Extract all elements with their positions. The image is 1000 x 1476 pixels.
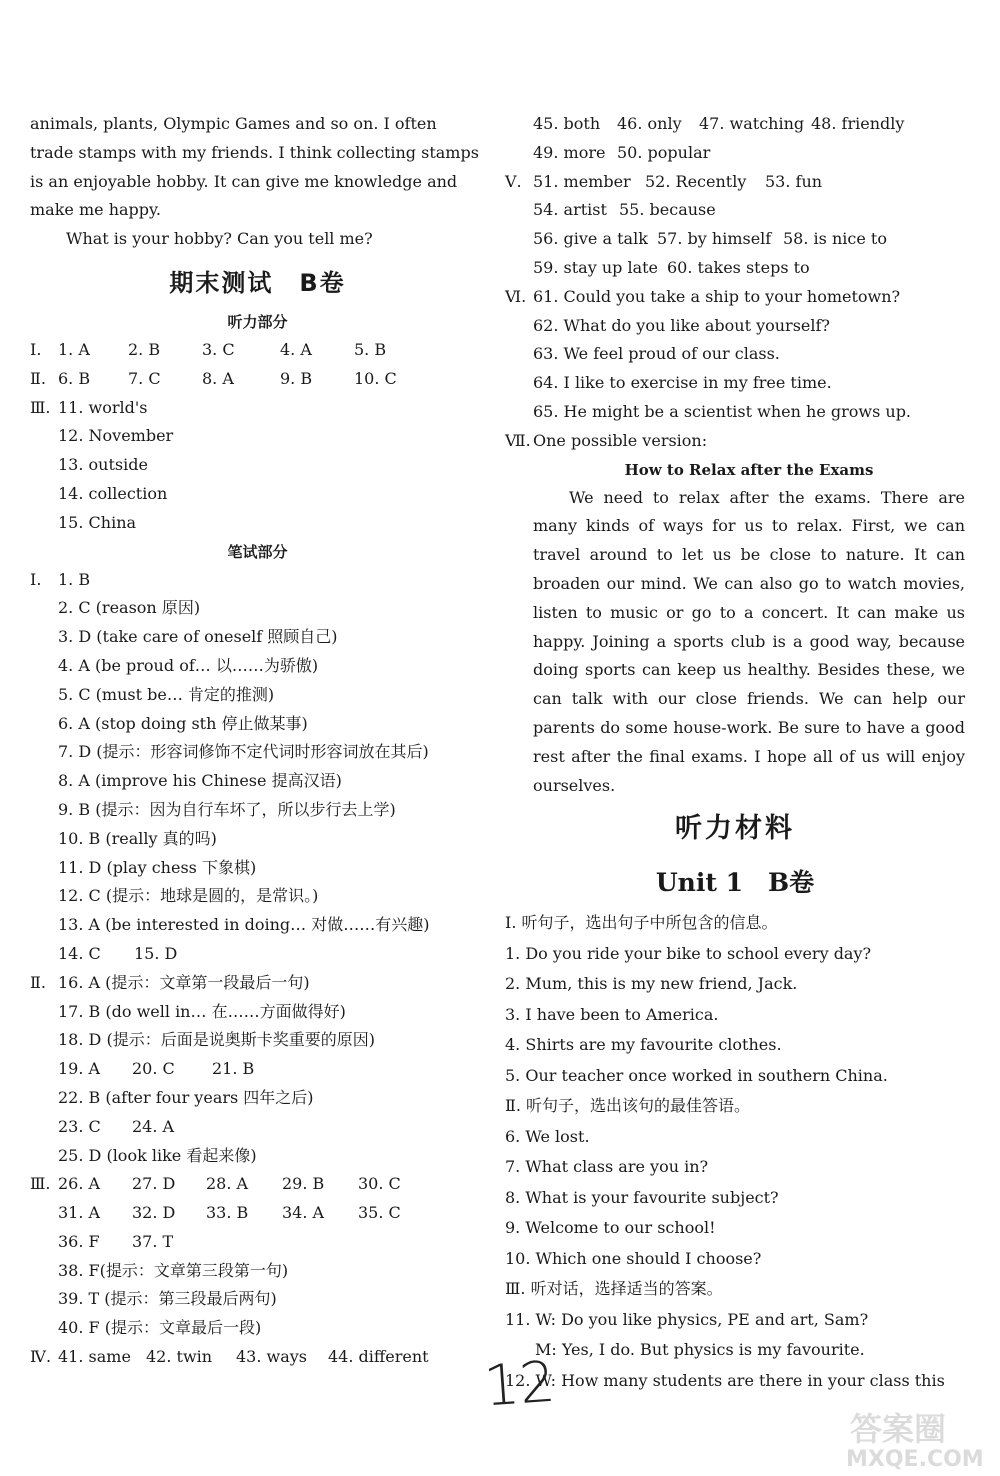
essay-body: We need to relax after the exams. There are many kinds of ways for us to relax. First, we can travel around to let us be close to nature. It can broaden our mind. We can also go to watch movies, listen to music or go to a concert. It can make us happy. Joining a sports club is a good way, because doing sports can keep us healthy. Besides these, we can talk with our close friends. We can help our parents do some house-work. Be sure to have a good rest after the final exams. I hope all of us will enjoy ourselves. xyxy=(533,487,965,795)
right-column xyxy=(505,110,965,1396)
answer-item: 2. B xyxy=(128,339,161,359)
answer-item: 35. C xyxy=(358,1203,401,1223)
answer-item: 58. is nice to xyxy=(783,229,887,249)
answer-item: 37. T xyxy=(132,1231,174,1251)
written-II-row xyxy=(30,969,485,998)
answer-item: 53. fun xyxy=(765,171,823,191)
watermark-logo xyxy=(836,1400,994,1472)
answer-item: 28. A xyxy=(206,1174,249,1194)
script-line: 5. Our teacher once worked in southern China. xyxy=(505,1065,888,1085)
answer-line: 13. outside xyxy=(58,455,148,475)
written-III-row-2 xyxy=(30,1199,485,1228)
answer-row xyxy=(30,1055,485,1084)
script-line: 1. Do you ride your bike to school every day? xyxy=(505,943,872,963)
answer-line: 6. A (stop doing sth 停止做某事) xyxy=(58,713,308,733)
answer-item: 61. Could you take a ship to your hometown? xyxy=(533,286,901,306)
answer-item: 11. world's xyxy=(58,397,148,417)
script-line: 11. W: Do you like physics, PE and art, Sam? xyxy=(505,1309,869,1329)
unit-title: Unit 1 B卷 xyxy=(655,868,815,898)
answer-item: 26. A xyxy=(58,1174,101,1194)
roman-numeral: Ⅱ. xyxy=(30,368,46,388)
answer-item: 10. C xyxy=(354,368,397,388)
answer-item: 45. both xyxy=(533,114,601,133)
answer-line: 64. I like to exercise in my free time. xyxy=(533,373,832,393)
script-line: 6. We lost. xyxy=(505,1126,590,1146)
answer-line: 12. November xyxy=(58,426,174,446)
roman-numeral: Ⅶ. xyxy=(505,430,531,450)
answer-line: 2. C (reason 原因) xyxy=(58,598,201,618)
answer-item: 4. A xyxy=(280,339,312,359)
answer-item: 7. C xyxy=(128,368,161,388)
v-row-4 xyxy=(505,254,965,283)
vii-label: One possible version: xyxy=(533,430,708,450)
answer-line: 63. We feel proud of our class. xyxy=(533,344,780,364)
answer-line: 17. B (do well in… 在……方面做得好) xyxy=(58,1001,346,1021)
answer-item: 9. B xyxy=(280,368,313,388)
answer-line: 65. He might be a scientist when he grows up. xyxy=(533,401,912,421)
intro-line-1: animals, plants, Olympic Games and so on. I often xyxy=(30,114,437,133)
answer-line: 22. B (after four years 四年之后) xyxy=(58,1087,314,1107)
intro-last-line: What is your hobby? Can you tell me? xyxy=(66,229,373,249)
roman-numeral: Ⅲ. xyxy=(30,1174,51,1194)
vii-row xyxy=(505,427,965,456)
answer-row xyxy=(30,1113,485,1142)
roman-numeral: Ⅴ. xyxy=(505,171,522,191)
listening-row-1 xyxy=(30,336,485,365)
answer-item: 34. A xyxy=(282,1203,325,1223)
answer-item: 42. twin xyxy=(146,1347,213,1367)
answer-line: 14. collection xyxy=(58,483,168,503)
answer-item: 36. F xyxy=(58,1231,100,1251)
exam-title: 期末测试 B卷 xyxy=(169,268,346,297)
answer-line: 8. A (improve his Chinese 提高汉语) xyxy=(58,771,342,791)
answer-item: 49. more xyxy=(533,142,606,162)
answer-line: 9. B (提示：因为自行车坏了，所以步行去上学) xyxy=(58,799,396,819)
answer-item: 15. D xyxy=(134,943,178,963)
answer-line: 40. F (提示：文章最后一段) xyxy=(58,1318,262,1338)
answer-item: 55. because xyxy=(619,200,716,220)
answer-line: 13. A (be interested in doing… 对做……有兴趣) xyxy=(58,915,430,935)
script-line: 8. What is your favourite subject? xyxy=(505,1187,779,1207)
intro-line-3: is an enjoyable hobby. It can give me knowledge and xyxy=(30,171,458,191)
answer-item: 54. artist xyxy=(533,200,607,220)
answer-line: 38. F(提示：文章第三段第一句) xyxy=(58,1260,289,1280)
roman-numeral: Ⅱ. xyxy=(30,972,46,992)
answer-item: 46. only xyxy=(617,114,682,133)
answer-item: 20. C xyxy=(132,1059,175,1079)
answer-item: 44. different xyxy=(328,1347,429,1367)
listening-materials-title: 听力材料 xyxy=(675,813,795,845)
script-line: 4. Shirts are my favourite clothes. xyxy=(505,1035,782,1055)
vi-row xyxy=(505,283,965,312)
iv-row-2 xyxy=(505,139,965,168)
script-line: M: Yes, I do. But physics is my favourite. xyxy=(535,1340,865,1360)
answer-line: 3. D (take care of oneself 照顾自己) xyxy=(58,627,338,647)
answer-item: 1. A xyxy=(58,339,90,359)
script-line: 9. Welcome to our school! xyxy=(505,1218,716,1238)
script-line: 10. Which one should I choose? xyxy=(505,1248,762,1268)
answer-item: 23. C xyxy=(58,1116,101,1136)
answer-line: 12. C (提示：地球是圆的，是常识。) xyxy=(58,886,319,906)
answer-line: 7. D (提示：形容词修饰不定代词时形容词放在其后) xyxy=(58,742,429,762)
answer-item: 31. A xyxy=(58,1203,101,1223)
answer-item: 41. same xyxy=(58,1347,131,1367)
answer-item: 21. B xyxy=(212,1059,255,1079)
answer-item: 8. A xyxy=(202,368,234,388)
answer-item: 59. stay up late xyxy=(533,257,659,277)
left-column xyxy=(30,110,485,1372)
roman-numeral: Ⅳ. xyxy=(30,1347,52,1367)
answer-item: 33. B xyxy=(206,1203,249,1223)
answer-row xyxy=(30,940,485,969)
listening-row-3 xyxy=(30,394,485,423)
answer-item: 32. D xyxy=(132,1203,176,1223)
written-I-row xyxy=(30,566,485,595)
answer-line: 10. B (really 真的吗) xyxy=(58,828,217,848)
v-row-1 xyxy=(505,168,965,197)
intro-line-4: make me happy. xyxy=(30,200,162,220)
listening-title: 听力部分 xyxy=(227,312,288,331)
answer-item: 6. B xyxy=(58,368,91,388)
handwritten-page-number: 12 xyxy=(481,1349,558,1420)
script-line: 2. Mum, this is my new friend, Jack. xyxy=(505,974,798,994)
answer-line: 15. China xyxy=(58,512,137,532)
written-III-row-3 xyxy=(30,1228,485,1257)
answer-item: 47. watching xyxy=(699,114,805,133)
answer-item: 50. popular xyxy=(617,142,711,162)
answer-line: 25. D (look like 看起来像) xyxy=(58,1145,257,1165)
intro-line-2: trade stamps with my friends. I think collecting stamps xyxy=(30,142,479,162)
section-heading: Ⅱ. 听句子，选出该句的最佳答语。 xyxy=(505,1096,751,1116)
answer-item: 14. C xyxy=(58,943,101,963)
answer-item: 24. A xyxy=(132,1116,175,1136)
iv-row-1 xyxy=(505,110,965,139)
answer-line: 39. T (提示：第三段最后两句) xyxy=(58,1289,277,1309)
roman-numeral: Ⅲ. xyxy=(30,397,51,417)
answer-item: 60. takes steps to xyxy=(667,257,810,277)
section-heading: Ⅰ. 听句子，选出句子中所包含的信息。 xyxy=(505,913,778,933)
roman-numeral: Ⅵ. xyxy=(505,286,527,306)
answer-line: 5. C (must be… 肯定的推测) xyxy=(58,684,275,704)
answer-item: 43. ways xyxy=(236,1347,308,1367)
answer-item: 27. D xyxy=(132,1174,176,1194)
answer-item: 57. by himself xyxy=(657,229,772,249)
v-row-2 xyxy=(505,196,965,225)
roman-numeral: Ⅰ. xyxy=(30,569,42,589)
answer-item: 16. A (提示：文章第一段最后一句) xyxy=(58,972,310,992)
answer-line: 4. A (be proud of… 以……为骄傲) xyxy=(58,655,319,675)
script-line: 3. I have been to America. xyxy=(505,1004,719,1024)
answer-item: 5. B xyxy=(354,339,387,359)
answer-item: 19. A xyxy=(58,1059,101,1079)
answer-line: 62. What do you like about yourself? xyxy=(533,315,830,335)
svg-text:答案圈: 答案圈 xyxy=(850,1410,947,1448)
v-row-3 xyxy=(505,225,965,254)
section-heading: Ⅲ. 听对话，选择适当的答案。 xyxy=(505,1279,723,1299)
listening-row-2 xyxy=(30,365,485,394)
answer-item: 52. Recently xyxy=(645,171,747,191)
answer-item: 30. C xyxy=(358,1174,401,1194)
written-title: 笔试部分 xyxy=(227,542,288,561)
svg-text:MXQE.COM: MXQE.COM xyxy=(846,1447,984,1472)
essay-title: How to Relax after the Exams xyxy=(624,460,874,479)
answer-item: 56. give a talk xyxy=(533,229,648,249)
answer-item: 1. B xyxy=(58,569,91,589)
written-IV-row xyxy=(30,1343,485,1372)
answer-item: 48. friendly xyxy=(811,114,905,133)
script-line: 7. What class are you in? xyxy=(505,1157,709,1177)
script-line: 12. W: How many students are there in your class this xyxy=(505,1370,945,1390)
answer-line: 18. D (提示：后面是说奥斯卡奖重要的原因) xyxy=(58,1030,375,1050)
written-III-row-1 xyxy=(30,1170,485,1199)
answer-item: 3. C xyxy=(202,339,235,359)
roman-numeral: Ⅰ. xyxy=(30,339,42,359)
answer-item: 29. B xyxy=(282,1174,325,1194)
answer-item: 51. member xyxy=(533,171,631,191)
answer-line: 11. D (play chess 下象棋) xyxy=(58,857,257,877)
